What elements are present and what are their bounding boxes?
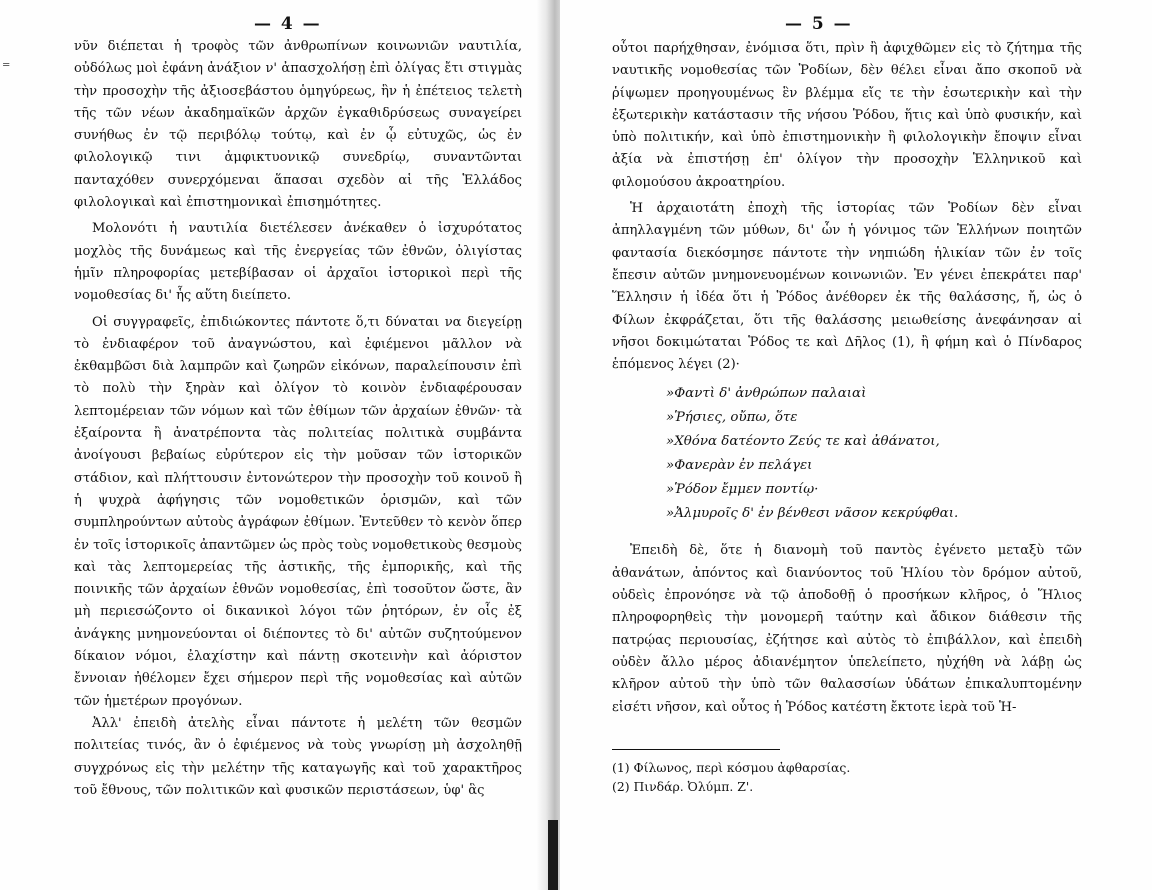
left-paragraph-4: Ἀλλ' ἐπειδὴ ἀτελὴς εἶναι πάντοτε ἡ μελέτη τῶν θεσμῶν πολιτείας τινός, ἂν ὁ ἐφιέμενος νὰ τοὺς γνωρίσῃ μὴ ἀσχοληθῇ συγχρόνως εἰς τὴν μελέτην τῆς καταγωγῆς καὶ τοῦ χαρακτῆρος τοῦ ἔθνους, τῶν πολιτικῶν καὶ φυσικῶν περιστάσεων, ὑφ' ἃς [74, 715, 522, 798]
left-text-block [74, 36, 522, 802]
left-paragraph-3: Οἱ συγγραφεῖς, ἐπιδιώκοντες πάντοτε ὅ,τι δύναται να διεγείρῃ τὸ ἐνδιαφέρον τοῦ ἀναγνώστου, καὶ ἐφιέμενοι μᾶλλον νὰ ἐκθαμβῶσι διὰ λαμπρῶν καὶ ζωηρῶν εἰκόνων, παραλείπουσιν ἐπὶ τὸ πολὺ τὴν ξηρὰν καὶ ὀλίγον τὸ κοινὸν ἐνδιαφέρουσαν λεπτομέρειαν τῶν νόμων καὶ τῶν ἐθίμων τῶν ἀρχαίων ἐθνῶν· τὰ ἐξαίροντα ἢ ἀνατρέποντα τὰς πολιτείας πολιτικὰ συμβάντα ἀνοίγουσι βεβαίως εὐρύτερον εἰς τὴν μοῦσαν τῶν ἱστορικῶν στάδιον, καὶ πλήττουσιν ἐντονώτερον τὴν προσοχὴν τοῦ κοινοῦ ἢ ἡ ψυχρὰ ἀφήγησις τῶν νομοθετικῶν ὁρισμῶν, καὶ τῶν συμπληρούντων αὐτοὺς ἀγράφων ἐθίμων. Ἐντεῦθεν τὸ κενὸν ὅπερ ἐν τοῖς ἱστορικοῖς ἀπαντῶμεν ὡς πρὸς τοὺς νομοθετικοὺς θεσμοὺς καὶ τὰς λεπτομερείας τῆς ἀστικῆς, τῆς ἐμπορικῆς, καὶ τῆς ποινικῆς τῶν ἀρχαίων ἐθνῶν νομοθεσίας, ἐπὶ τοσοῦτον ὥστε, ἂν μὴ περιεσώζοντο οἱ δικανικοὶ λόγοι τῶν ῥητόρων, ἐν οἷς ἐξ ἀνάγκης μνημονεύονται οἱ διέποντες τὸ δι' αὐτῶν συζητούμενον δίκαιον νόμοι, ἐλαχίστην καὶ πάντῃ σκοτεινὴν καὶ ἀόριστον ἔννοιαν ἠθέλομεν ἔχει σήμερον περὶ τῆς νομοθεσίας καὶ αὐτῶν τῶν ἡμετέρων προγόνων. [74, 314, 522, 709]
footnote-2: (2) Πινδάρ. Ὀλύμπ. Ζ'. [612, 778, 754, 794]
footnote-rule [612, 749, 780, 750]
poem-line: »Χθόνα δατέοντο Ζεύς τε καὶ ἀθάνατοι, [666, 434, 940, 450]
page-number-right: — 5 — [785, 14, 853, 34]
left-page [0, 0, 560, 890]
right-paragraph-1: οὗτοι παρήχθησαν, ἐνόμισα ὅτι, πρὶν ἢ ἀφιχθῶμεν εἰς τὸ ζήτημα τῆς ναυτικῆς νομοθεσίας τῶν Ῥοδίων, δὲν θέλει εἶναι ἄπο σκοποῦ νὰ ῥίψωμεν προηγουμένως ἓν βλέμμα εἴς τε τὴν ἐσωτερικὴν καὶ τὴν ἐξωτερικὴν κατάστασιν τῆς νήσου Ῥόδου, ἥτις καὶ ὑπὸ φυσικήν, καὶ ὑπὸ πολιτικήν, καὶ ὑπὸ ἐπιστημονικὴν ἢ φιλολογικὴν ἔποψιν εἶναι ἀξία νὰ ἐπιστήσῃ ἐπ' ὀλίγον τὴν προσοχὴν Ἑλληνικοῦ καὶ φιλομούσου ἀκροατηρίου. [612, 41, 1082, 190]
poem-line: »Ἀλμυροῖς δ' ἐν βένθεσι νᾶσον κεκρύφθαι. [666, 506, 959, 522]
poem-line: »Φανερὰν ἐν πελάγει [666, 458, 813, 474]
left-paragraph-1: νῦν διέπεται ἡ τροφὸς τῶν ἀνθρωπίνων κοινωνιῶν ναυτιλία, οὐδόλως μοὶ ἐφάνη ἀνάξιον ν' ἀπασχολήσῃ ἐπὶ ὀλίγας ἔτι στιγμὰς τὴν προσοχὴν τῆς ἀξιοσεβάστου ὁμηγύρεως, ἣν ἡ ἐπέτειος τελετὴ τῆς τῶν νέων ἀκαδημαϊκῶν ἀρχῶν ἐγκαθιδρύσεως συναγείρει συνήθως ἐν τῷ περιβόλῳ τούτῳ, καὶ ἐν ᾧ εὐτυχῶς, ὡς ἐν φιλολογικῷ τινι ἀμφικτυονικῷ συνεδρίῳ, συναντῶνται πανταχόθεν συνερχόμεναι ἅπασαι σχεδὸν αἱ τῆς Ἑλλάδος φιλολογικαὶ καὶ ἐπιστημονικαὶ ἐπισημότητες. [74, 39, 522, 211]
poem-line: »Ῥόδον ἔμμεν ποντίῳ· [666, 482, 819, 498]
pindar-quotation [666, 382, 1082, 526]
poem-line: »Φαντὶ δ' ἀνθρώπων παλαιαὶ [666, 386, 867, 402]
page-number-left: — 4 — [254, 14, 322, 34]
footnote-1: (1) Φίλωνος, περὶ κόσμου ἀφθαρσίας. [612, 759, 851, 775]
left-paragraph-2: Μολονότι ἡ ναυτιλία διετέλεσεν ἀνέκαθεν ὁ ἰσχυρότατος μοχλὸς τῆς δυνάμεως καὶ τῆς ἐνεργείας τῶν ἐθνῶν, ὀλιγίστας ἡμῖν πληροφορίας μετεβίβασαν οἱ ἀρχαῖοι ἱστορικοὶ περὶ τῆς νομοθεσίας δι' ἧς αὕτη διείπετο. [74, 221, 522, 304]
right-paragraph-3: Ἐπειδὴ δὲ, ὅτε ἡ διανομὴ τοῦ παντὸς ἐγένετο μεταξὺ τῶν ἀθανάτων, ἀπόντος καὶ διανύοντος τοῦ Ἡλίου τὸν δρόμον αὐτοῦ, οὐδεὶς ἐπρονόησε νὰ τῷ ἀποδοθῇ ὁ προσήκων κλῆρος, ὁ Ἥλιος πληροφορηθεὶς τὴν μονομερῆ ταύτην καὶ ἄδικον διάθεσιν τῆς πατρῴας περιουσίας, ἐζήτησε καὶ αὐτὸς τὸ ἐπιβάλλον, καὶ ἐπειδὴ οὐδὲν ἄλλο μέρος ἀδιανέμητον ὑπελείπετο, ηὐχήθη νὰ λάβῃ ὡς κλῆρον αὐτοῦ τὴν ὑπὸ τῶν θαλασσίων ὑδάτων ἐπικαλυπτομένην εἰσέτι νῆσον, καὶ οὗτος ἡ Ῥόδος κατέστη ἔκτοτε ἱερὰ τοῦ Ἡ- [612, 543, 1082, 715]
poem-line: »Ῥήσιες, οὔπω, ὅτε [666, 410, 798, 426]
edge-mark: = [2, 60, 11, 71]
right-text-block [612, 38, 1082, 796]
gutter-binding-shadow [548, 820, 558, 890]
right-page [560, 0, 1152, 890]
right-paragraph-2: Ἡ ἀρχαιοτάτη ἐποχὴ τῆς ἱστορίας τῶν Ῥοδίων δὲν εἶναι ἀπηλλαγμένη τῶν μύθων, δι' ὧν ἡ γόνιμος τῶν Ἑλλήνων ποιητῶν φαντασία διεκόσμησε πάντοτε τὴν νηπιώδη ἡλικίαν τῶν ἐν τοῖς ἔπεσιν αὐτῶν μνημονευομένων κοινωνιῶν. Ἐν γένει ἐπεκράτει παρ' Ἕλλησιν ἡ ἰδέα ὅτι ἡ Ῥόδος ἀνέθορεν ἐκ τῆς θαλάσσης, ἤ, ὡς ὁ Φίλων ἐκφράζεται, ὅτι τῆς θαλάσσης μειωθείσης ἀνεφάνησαν αἱ νῆσοι δοκιμώταται Ῥόδος τε καὶ Δῆλος (1), ἢ φήμη καὶ ὁ Πίνδαρος ἑπόμενος λέγει (2)· [612, 201, 1082, 373]
